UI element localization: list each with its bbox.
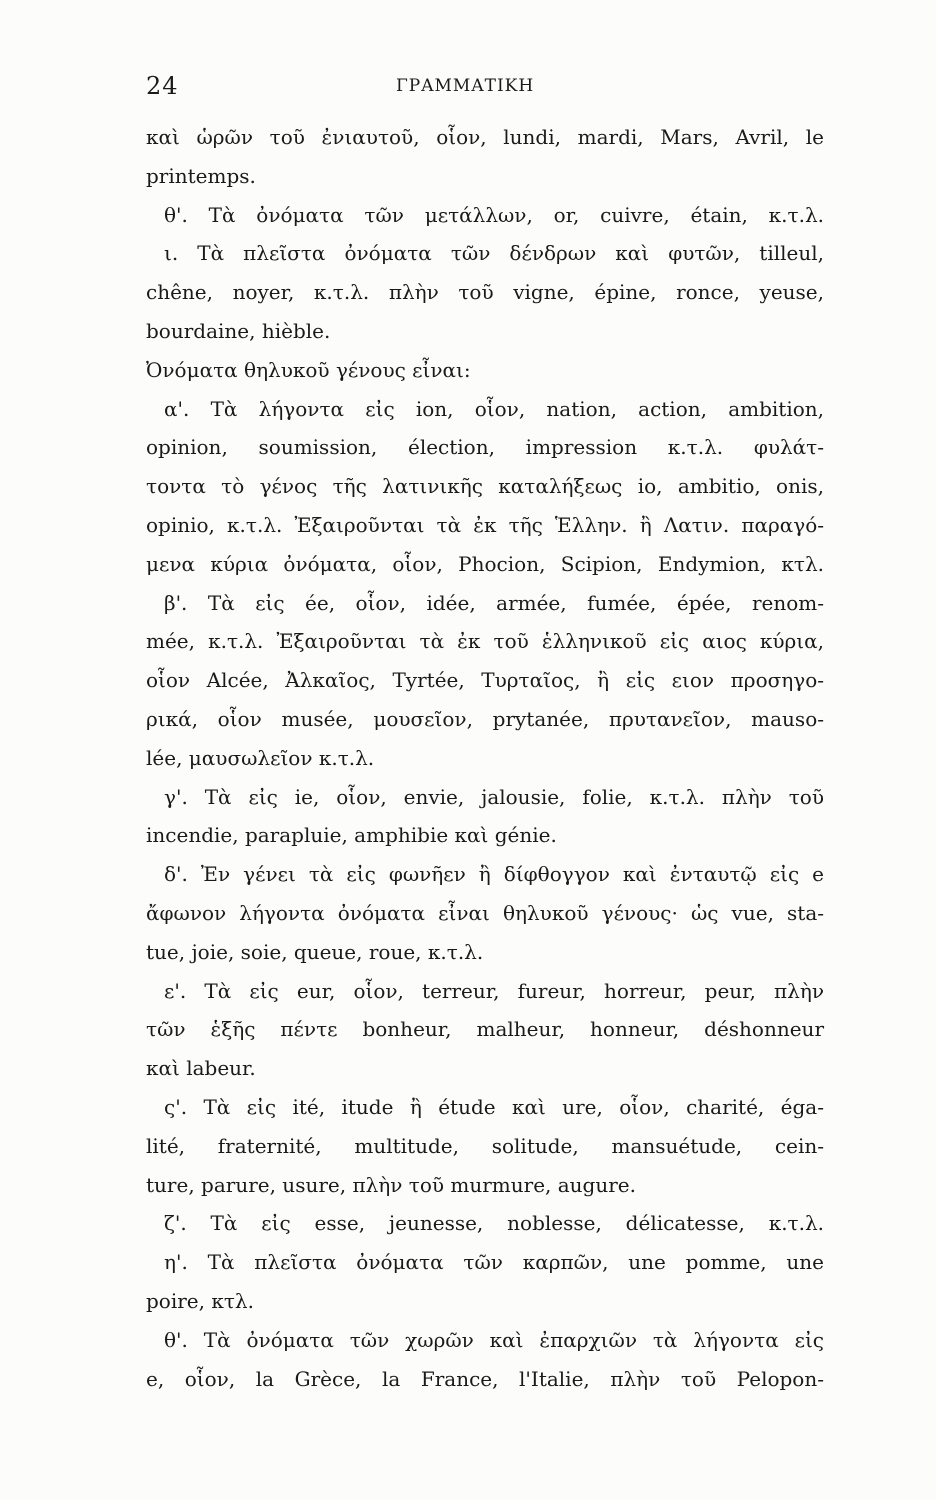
text-line: chêne, noyer, κ.τ.λ. πλὴν τοῦ vigne, épine, ronce, yeuse, (146, 280, 824, 305)
text-line: ζ'. Τὰ εἰς esse, jeunesse, noblesse, délicatesse, κ.τ.λ. (164, 1211, 824, 1236)
text-line: τοντα τὸ γένος τῆς λατινικῆς καταλήξεως io, ambitio, onis, (146, 474, 824, 499)
text-line: opinion, soumission, élection, impression κ.τ.λ. φυλάτ- (146, 435, 824, 460)
page-body (146, 118, 824, 1398)
text-line: δ'. Ἐν γένει τὰ εἰς φωνῆεν ἢ δίφθογγον καὶ ἐνταυτῷ εἰς e (164, 862, 824, 887)
text-line: poire, κτλ. (146, 1288, 254, 1313)
page-number: 24 (146, 72, 179, 100)
text-line: incendie, parapluie, amphibie καὶ génie. (146, 823, 557, 848)
text-line: γ'. Τὰ εἰς ie, οἷον, envie, jalousie, folie, κ.τ.λ. πλὴν τοῦ (164, 784, 824, 809)
text-line: lée, μαυσωλεῖον κ.τ.λ. (146, 745, 375, 770)
text-line: η'. Τὰ πλεῖστα ὀνόματα τῶν καρπῶν, une pomme, une (164, 1250, 824, 1275)
section-heading: Ὀνόματα θηλυκοῦ γένους εἶναι: (146, 357, 471, 382)
text-line: θ'. Τὰ ὀνόματα τῶν χωρῶν καὶ ἐπαρχιῶν τὰ λήγοντα εἰς (164, 1327, 824, 1352)
text-line: β'. Τὰ εἰς ée, οἷον, idée, armée, fumée, épée, renom- (164, 590, 824, 615)
text-line: ture, parure, usure, πλὴν τοῦ murmure, augure. (146, 1172, 636, 1197)
text-line: ς'. Τὰ εἰς ité, itude ἢ étude καὶ ure, οἷον, charité, éga- (164, 1094, 824, 1119)
text-line: ἄφωνον λήγοντα ὀνόματα εἶναι θηλυκοῦ γένους· ὡς vue, sta- (146, 900, 824, 925)
text-line: tue, joie, soie, queue, roue, κ.τ.λ. (146, 939, 484, 964)
text-line: ε'. Τὰ εἰς eur, οἷον, terreur, fureur, horreur, peur, πλὴν (164, 978, 824, 1003)
text-line: οἷον Alcée, Ἀλκαῖος, Tyrtée, Τυρταῖος, ἢ εἰς ειον προσηγο- (146, 668, 824, 693)
text-line: καὶ labeur. (146, 1056, 256, 1081)
text-line: ι. Τὰ πλεῖστα ὀνόματα τῶν δένδρων καὶ φυτῶν, tilleul, (164, 241, 824, 266)
text-line: opinio, κ.τ.λ. Ἐξαιροῦνται τὰ ἐκ τῆς Ἑλλην. ἢ Λατιν. παραγό- (146, 512, 824, 537)
text-line: ρικά, οἷον musée, μουσεῖον, prytanée, πρυτανεῖον, mauso- (146, 706, 824, 731)
running-head: ΓΡΑΜΜΑΤΙΚΗ (396, 76, 535, 96)
text-line: bourdaine, hièble. (146, 318, 331, 343)
text-line: printemps. (146, 163, 256, 188)
text-line: e, οἷον, la Grèce, la France, l'Italie, πλὴν τοῦ Pelopon- (146, 1366, 824, 1391)
text-line: τῶν ἑξῆς πέντε bonheur, malheur, honneur, déshonneur (146, 1017, 824, 1042)
text-line: θ'. Τὰ ὀνόματα τῶν μετάλλων, or, cuivre, étain, κ.τ.λ. (164, 202, 824, 227)
text-line: α'. Τὰ λήγοντα εἰς ion, οἷον, nation, action, ambition, (164, 396, 824, 421)
text-line: μενα κύρια ὀνόματα, οἷον, Phocion, Scipion, Endymion, κτλ. (146, 551, 824, 576)
text-line: καὶ ὡρῶν τοῦ ἐνιαυτοῦ, οἷον, lundi, mardi, Mars, Avril, le (146, 125, 824, 149)
page-header (146, 72, 824, 106)
text-line: lité, fraternité, multitude, solitude, mansuétude, cein- (146, 1133, 824, 1158)
text-line: mée, κ.τ.λ. Ἐξαιροῦνται τὰ ἐκ τοῦ ἑλληνικοῦ εἰς αιος κύρια, (146, 629, 824, 654)
